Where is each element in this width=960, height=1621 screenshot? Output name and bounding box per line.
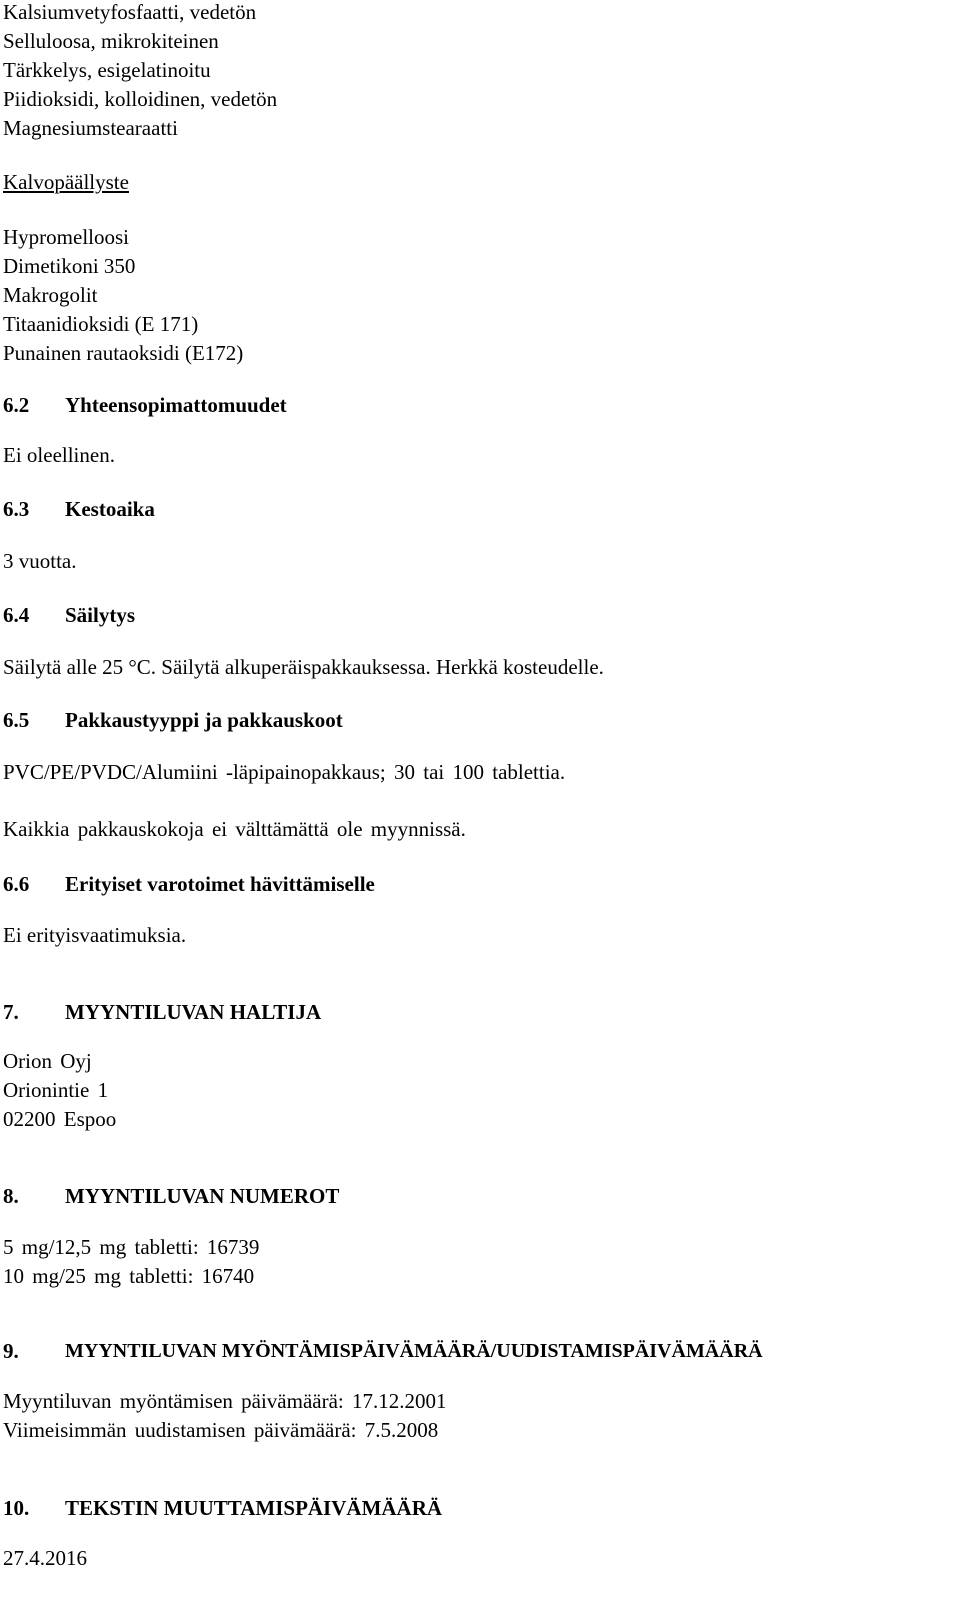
list-item: Tärkkelys, esigelatinoitu: [3, 58, 211, 82]
section-title: MYYNTILUVAN MYÖNTÄMISPÄIVÄMÄÄRÄ/UUDISTAMISPÄIVÄMÄÄRÄ: [65, 1340, 763, 1362]
section-number: 6.6: [3, 872, 30, 896]
section-heading-7: [3, 998, 321, 1027]
list-item: Hypromelloosi: [3, 225, 129, 249]
list-item: Punainen rautaoksidi (E172): [3, 341, 244, 365]
section-title: Säilytys: [65, 603, 136, 627]
address-line: Orionintie 1: [3, 1078, 109, 1102]
list-item: Selluloosa, mikrokiteinen: [3, 29, 219, 53]
section-title: MYYNTILUVAN NUMEROT: [65, 1184, 340, 1208]
section-text: Kaikkia pakkauskokoja ei välttämättä ole myynnissä.: [3, 817, 466, 841]
section-heading-6-4: [3, 601, 135, 630]
list-item: 5 mg/12,5 mg tabletti: 16739: [3, 1235, 260, 1259]
section-number: 9.: [3, 1339, 19, 1363]
section-title: MYYNTILUVAN HALTIJA: [65, 1000, 322, 1024]
list-item: Makrogolit: [3, 283, 98, 307]
section-text: Ei oleellinen.: [3, 443, 115, 467]
section-number: 7.: [3, 1000, 19, 1024]
section-heading-8: [3, 1182, 339, 1211]
section-title: TEKSTIN MUUTTAMISPÄIVÄMÄÄRÄ: [65, 1496, 443, 1520]
list-item: Viimeisimmän uudistamisen päivämäärä: 7.5.2008: [3, 1418, 439, 1442]
section-number: 6.4: [3, 603, 30, 627]
list-item: Piidioksidi, kolloidinen, vedetön: [3, 87, 278, 111]
excipient-list-coating: [3, 223, 243, 368]
section-text: 3 vuotta.: [3, 549, 77, 573]
list-item: Titaanidioksidi (E 171): [3, 312, 199, 336]
section-heading-6-2: [3, 391, 287, 420]
list-item: Myyntiluvan myöntämisen päivämäärä: 17.12.2001: [3, 1389, 447, 1413]
coating-title: Kalvopäällyste: [3, 170, 129, 194]
excipient-list-core: [3, 0, 277, 143]
section-title: Kestoaika: [65, 497, 155, 521]
section-text: Ei erityisvaatimuksia.: [3, 923, 187, 947]
section-title: Pakkaustyyppi ja pakkauskoot: [65, 708, 343, 732]
section-heading-10: [3, 1494, 442, 1523]
revision-date: 27.4.2016: [3, 1546, 87, 1570]
section-heading-6-5: [3, 706, 343, 735]
section-number: 6.2: [3, 393, 30, 417]
list-item: Dimetikoni 350: [3, 254, 136, 278]
section-number: 6.5: [3, 708, 30, 732]
section-number: 8.: [3, 1184, 19, 1208]
authorisation-dates: [3, 1387, 447, 1445]
section-heading-9: [3, 1337, 763, 1366]
section-text: PVC/PE/PVDC/Alumiini -läpipainopakkaus; 30 tai 100 tablettia.: [3, 760, 566, 784]
section-number: 10.: [3, 1496, 30, 1520]
holder-address: [3, 1047, 116, 1134]
section-text: Säilytä alle 25 °C. Säilytä alkuperäispakkauksessa. Herkkä kosteudelle.: [3, 655, 604, 679]
section-heading-6-6: [3, 870, 375, 899]
section-heading-6-3: [3, 495, 155, 524]
section-title: Yhteensopimattomuudet: [65, 393, 287, 417]
address-line: Orion Oyj: [3, 1049, 92, 1073]
authorisation-numbers: [3, 1233, 259, 1291]
section-title: Erityiset varotoimet hävittämiselle: [65, 872, 375, 896]
section-number: 6.3: [3, 497, 30, 521]
address-line: 02200 Espoo: [3, 1107, 117, 1131]
list-item: 10 mg/25 mg tabletti: 16740: [3, 1264, 255, 1288]
list-item: Magnesiumstearaatti: [3, 116, 178, 140]
list-item: Kalsiumvetyfosfaatti, vedetön: [3, 0, 257, 24]
